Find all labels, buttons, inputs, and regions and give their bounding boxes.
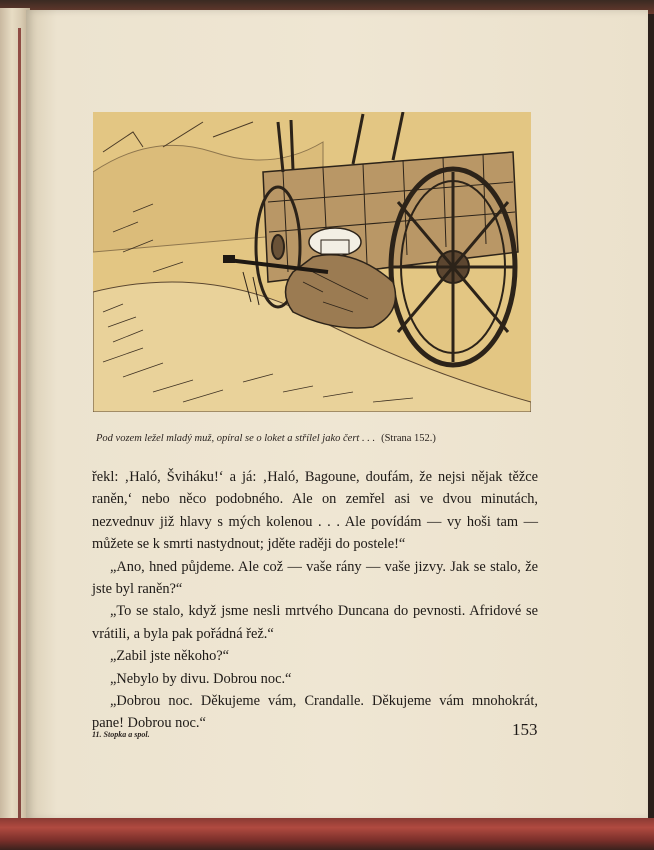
printer-signature: 11. Stopka a spol. [92, 730, 150, 739]
page-number: 153 [512, 720, 538, 739]
body-text [92, 466, 538, 735]
caption-text: Pod vozem ležel mladý muž, opíral se o loket a střílel jako čert . . . [96, 433, 376, 444]
spine-binding-strip [18, 28, 21, 818]
paragraph: „Dobrou noc. Děkujeme vám, Crandalle. Děkujeme vám mnohokrát, pane! Dobrou noc.“ [92, 693, 538, 732]
paragraph: „Zabil jste někoho?“ [110, 648, 230, 665]
paragraph: „To se stalo, když jsme nesli mrtvého Duncana do pevnosti. Afridové se vrátili, a byla pak pořádná řež.“ [92, 603, 538, 642]
illustration-caption [96, 433, 536, 444]
wagon-marksman-illustration [93, 112, 531, 412]
paragraph: „Nebylo by divu. Dobrou noc.“ [110, 670, 292, 687]
caption-page-reference: (Strana 152.) [381, 433, 436, 444]
paragraph: „Ano, hned půjdeme. Ale což — vaše rány — vaše jizvy. Jak se stalo, že jste byl raněn?“ [92, 558, 538, 598]
illustration-drawing [93, 112, 531, 412]
book-bottom-edge [0, 818, 654, 850]
paragraph: řekl: ‚Haló, Šviháku!‘ a já: ‚Haló, Bagoune, doufám, že nejsi nějak těžce raněn,‘ nebo něco podobného. Ale on zemřel asi ve dvou minutách, nezvednuv již hlavy s mých kolenou . . . Ale povídám — vy hoši tam — můžete se k smrti nastydnout; jděte raději do postele!“ [92, 469, 538, 553]
